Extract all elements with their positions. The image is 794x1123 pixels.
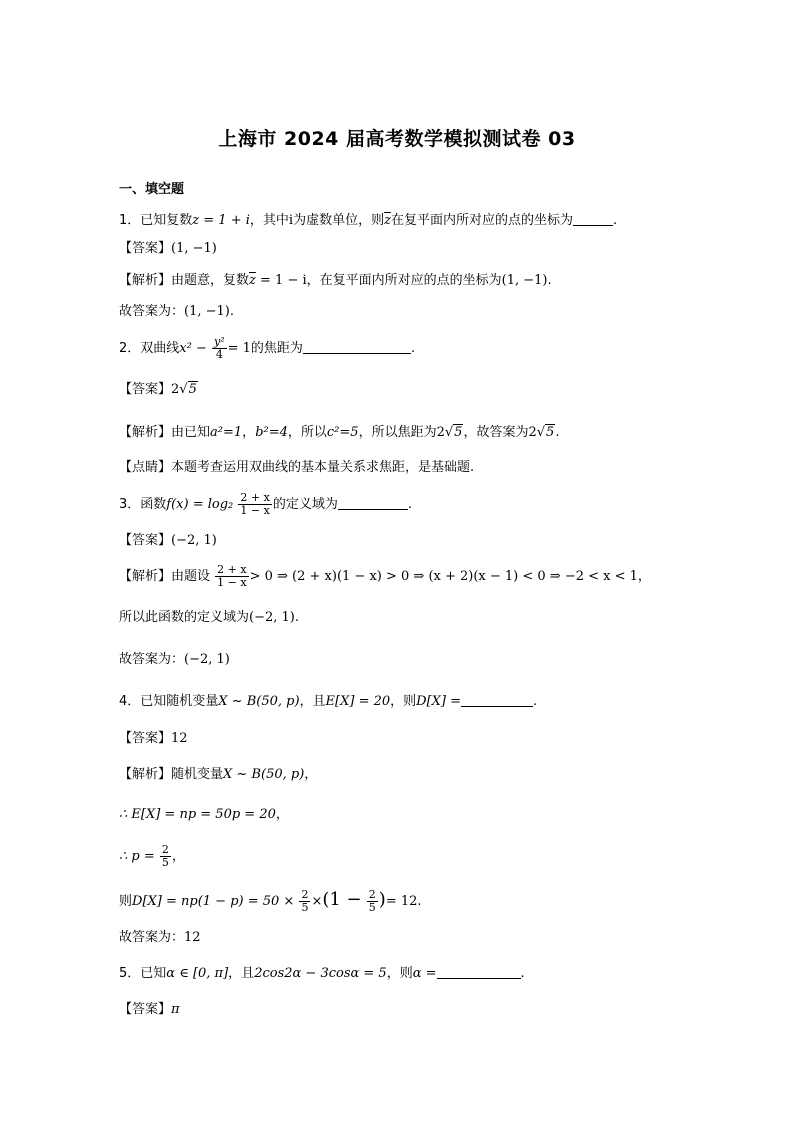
question-4: 4．已知随机变量X ~ B(50, p)，且E[X] = 20，则D[X] = . (119, 694, 538, 709)
analysis-4-step3: 则D[X] = np(1 − p) = 50 × $\frac{2}{5}$ ×(1 − $\frac{2}{5}$ )= 12. (119, 888, 422, 914)
analysis-3-cont: 所以此函数的定义域为(−2, 1). (119, 610, 299, 625)
final-answer-3: 故答案为：(−2, 1) (119, 652, 230, 667)
page-title: 上海市 2024 届高考数学模拟测试卷 03 (218, 128, 576, 150)
section-heading: 一、填空题 (119, 182, 185, 197)
answer-blank (437, 964, 521, 979)
analysis-4-step2: ∴ p = $\frac{2}{5}$ ， (119, 843, 185, 869)
final-answer-4: 故答案为：12 (119, 930, 201, 945)
analysis-1: 【解析】由题意，复数$\overline{z} = 1 - i$，在复平面内所对应的点的坐标为(1, −1). (119, 273, 552, 288)
answer-blank (338, 495, 408, 510)
question-3: 3．函数f(x) = log₂ $\frac{2 + x}{1 - x}$ 的定义域为 . (119, 491, 412, 517)
answer-2: 【答案】2√5 (119, 382, 197, 397)
answer-3: 【答案】(−2, 1) (119, 533, 217, 548)
question-5: 5．已知α ∈ [0, π]，且2cos2α − 3cosα = 5，则α = . (119, 966, 525, 981)
answer-1: 【答案】(1, −1) (119, 241, 217, 256)
question-2: 2．双曲线x² − $\frac{\text{y²}}{4}$ = 1的焦距为 . (119, 335, 416, 361)
analysis-2: 【解析】由已知a²=1，b²=4，所以c²=5，所以焦距为2√5，故答案为2√5. (119, 425, 560, 440)
answer-blank (303, 339, 411, 354)
analysis-3: 【解析】由题设 $\frac{2 + x}{1 - x}$ > 0 ⇒ (2 + x)(1 − x) > 0 ⇒ (x + 2)(x − 1) < 0 ⇒ −2 < x < 1， (119, 563, 651, 589)
remark-2: 【点睛】本题考查运用双曲线的基本量关系求焦距，是基础题. (119, 460, 475, 475)
answer-5: 【答案】π (119, 1002, 180, 1017)
question-1: 1．已知复数z = 1 + i，其中i为虚数单位，则$\overline{z}$在复平面内所对应的点的坐标为 . (119, 213, 618, 228)
analysis-4-step1: ∴ E[X] = np = 50p = 20， (119, 807, 289, 822)
answer-blank (461, 692, 533, 707)
final-answer-1: 故答案为：(1, −1). (119, 304, 234, 319)
answer-blank (573, 211, 613, 226)
analysis-4: 【解析】随机变量X ~ B(50, p)， (119, 767, 318, 782)
answer-4: 【答案】12 (119, 731, 188, 746)
